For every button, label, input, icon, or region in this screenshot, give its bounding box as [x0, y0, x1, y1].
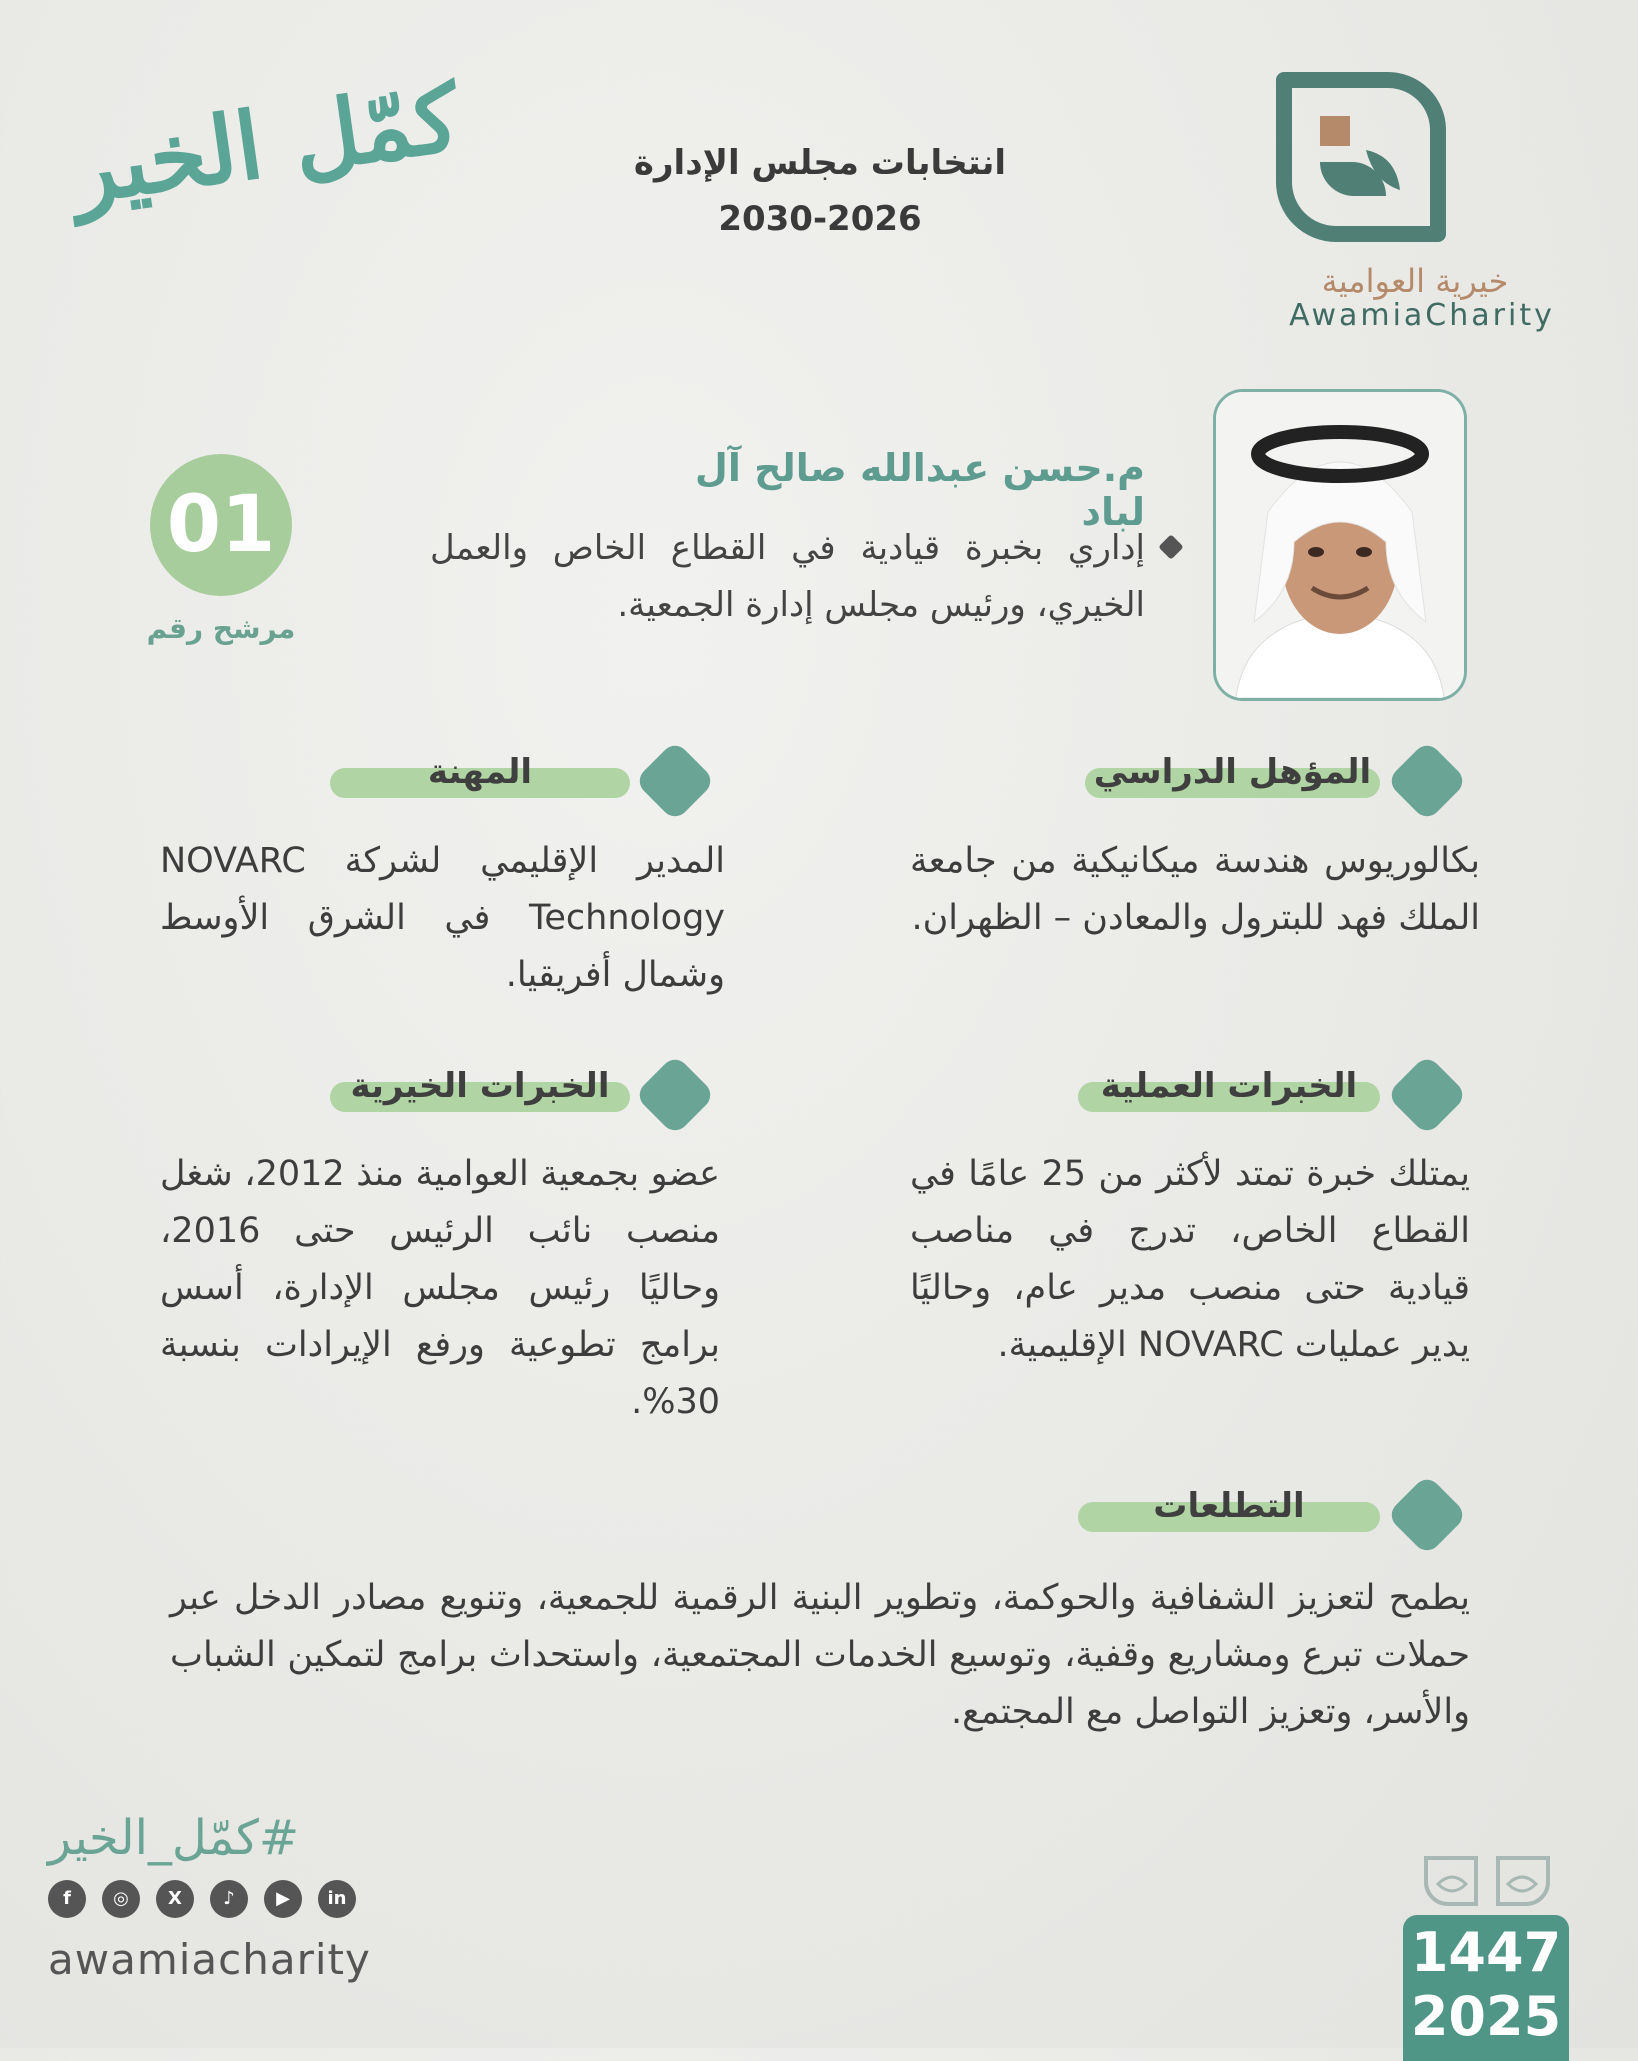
facebook-icon[interactable]: f: [48, 1880, 86, 1918]
aspirations-text: يطمح لتعزيز الشفافية والحوكمة، وتطوير البنية الرقمية للجمعية، وتنويع مصادر الدخل عبر حملات تبرع ومشاريع وقفية، وتوسيع الخدمات المجتمعية، واستحداث برامج لتمكين الشباب والأسر، وتعزيز التواصل مع المجتمع.: [170, 1578, 1470, 1732]
year-hijri: 1447: [1410, 1921, 1562, 1984]
leaf-emblem-icon: [1418, 1850, 1556, 1912]
work-experience-text: يمتلك خبرة تمتد لأكثر من 25 عامًا في القطاع الخاص، تدرج في مناصب قيادية حتى منصب مدير عام، وحاليًا يدير عمليات NOVARC الإقليمية.: [910, 1154, 1470, 1365]
profession-diamond-icon: [634, 740, 716, 822]
social-handle: awamiacharity: [48, 1935, 371, 1984]
profession-title: المهنة: [427, 752, 533, 792]
awamia-logo-icon: [1270, 72, 1446, 248]
candidate-portrait-icon: [1216, 392, 1464, 698]
year-gregorian: 2025: [1410, 1985, 1562, 2048]
candidate-name: م.حسن عبدالله صالح آل لباد: [694, 446, 1145, 534]
charity-experience-title: الخبرات الخيرية: [350, 1066, 610, 1106]
tiktok-icon[interactable]: ♪: [210, 1880, 248, 1918]
youtube-icon[interactable]: ▶: [264, 1880, 302, 1918]
charity-experience-text: عضو بجمعية العوامية منذ 2012، شغل منصب نائب الرئيس حتى 2016، وحاليًا رئيس مجلس الإدارة، أسس برامج تطوعية ورفع الإيرادات بنسبة 30%.: [160, 1154, 720, 1422]
candidate-intro: إداري بخبرة قيادية في القطاع الخاص والعمل الخيري، ورئيس مجلس إدارة الجمعية.: [430, 528, 1145, 625]
social-icons-row: [48, 1880, 356, 1918]
year-badge: [1403, 1915, 1569, 2061]
education-text: بكالوريوس هندسة ميكانيكية من جامعة الملك فهد للبترول والمعادن – الظهران.: [910, 841, 1480, 938]
candidate-number-label: مرشح رقم: [146, 612, 296, 645]
linkedin-icon[interactable]: in: [318, 1880, 356, 1918]
candidate-number-badge: 01: [150, 454, 292, 596]
charity-experience-diamond-icon: [634, 1054, 716, 1136]
aspirations-title: التطلعات: [1153, 1486, 1305, 1526]
hashtag: #كمّل_الخير: [48, 1810, 300, 1866]
x-icon[interactable]: X: [156, 1880, 194, 1918]
candidate-photo: [1213, 389, 1467, 701]
org-name-english: AwamiaCharity: [1289, 298, 1555, 333]
slogan-calligraphy: كمّل الخير: [64, 63, 466, 225]
work-experience-title: الخبرات العملية: [1100, 1066, 1358, 1106]
work-experience-diamond-icon: [1386, 1054, 1468, 1136]
title-line-1: انتخابات مجلس الإدارة: [633, 143, 1007, 183]
bullet-icon: [1158, 534, 1183, 559]
page-title: [560, 135, 1080, 247]
education-diamond-icon: [1386, 740, 1468, 822]
org-name-arabic: خيرية العوامية: [1321, 262, 1509, 300]
education-title: المؤهل الدراسي: [1093, 752, 1372, 792]
profession-text: المدير الإقليمي لشركة NOVARC Technology في الشرق الأوسط وشمال أفريقيا.: [160, 841, 725, 995]
aspirations-diamond-icon: [1386, 1474, 1468, 1556]
title-line-2: 2030-2026: [718, 199, 922, 239]
instagram-icon[interactable]: ◎: [102, 1880, 140, 1918]
